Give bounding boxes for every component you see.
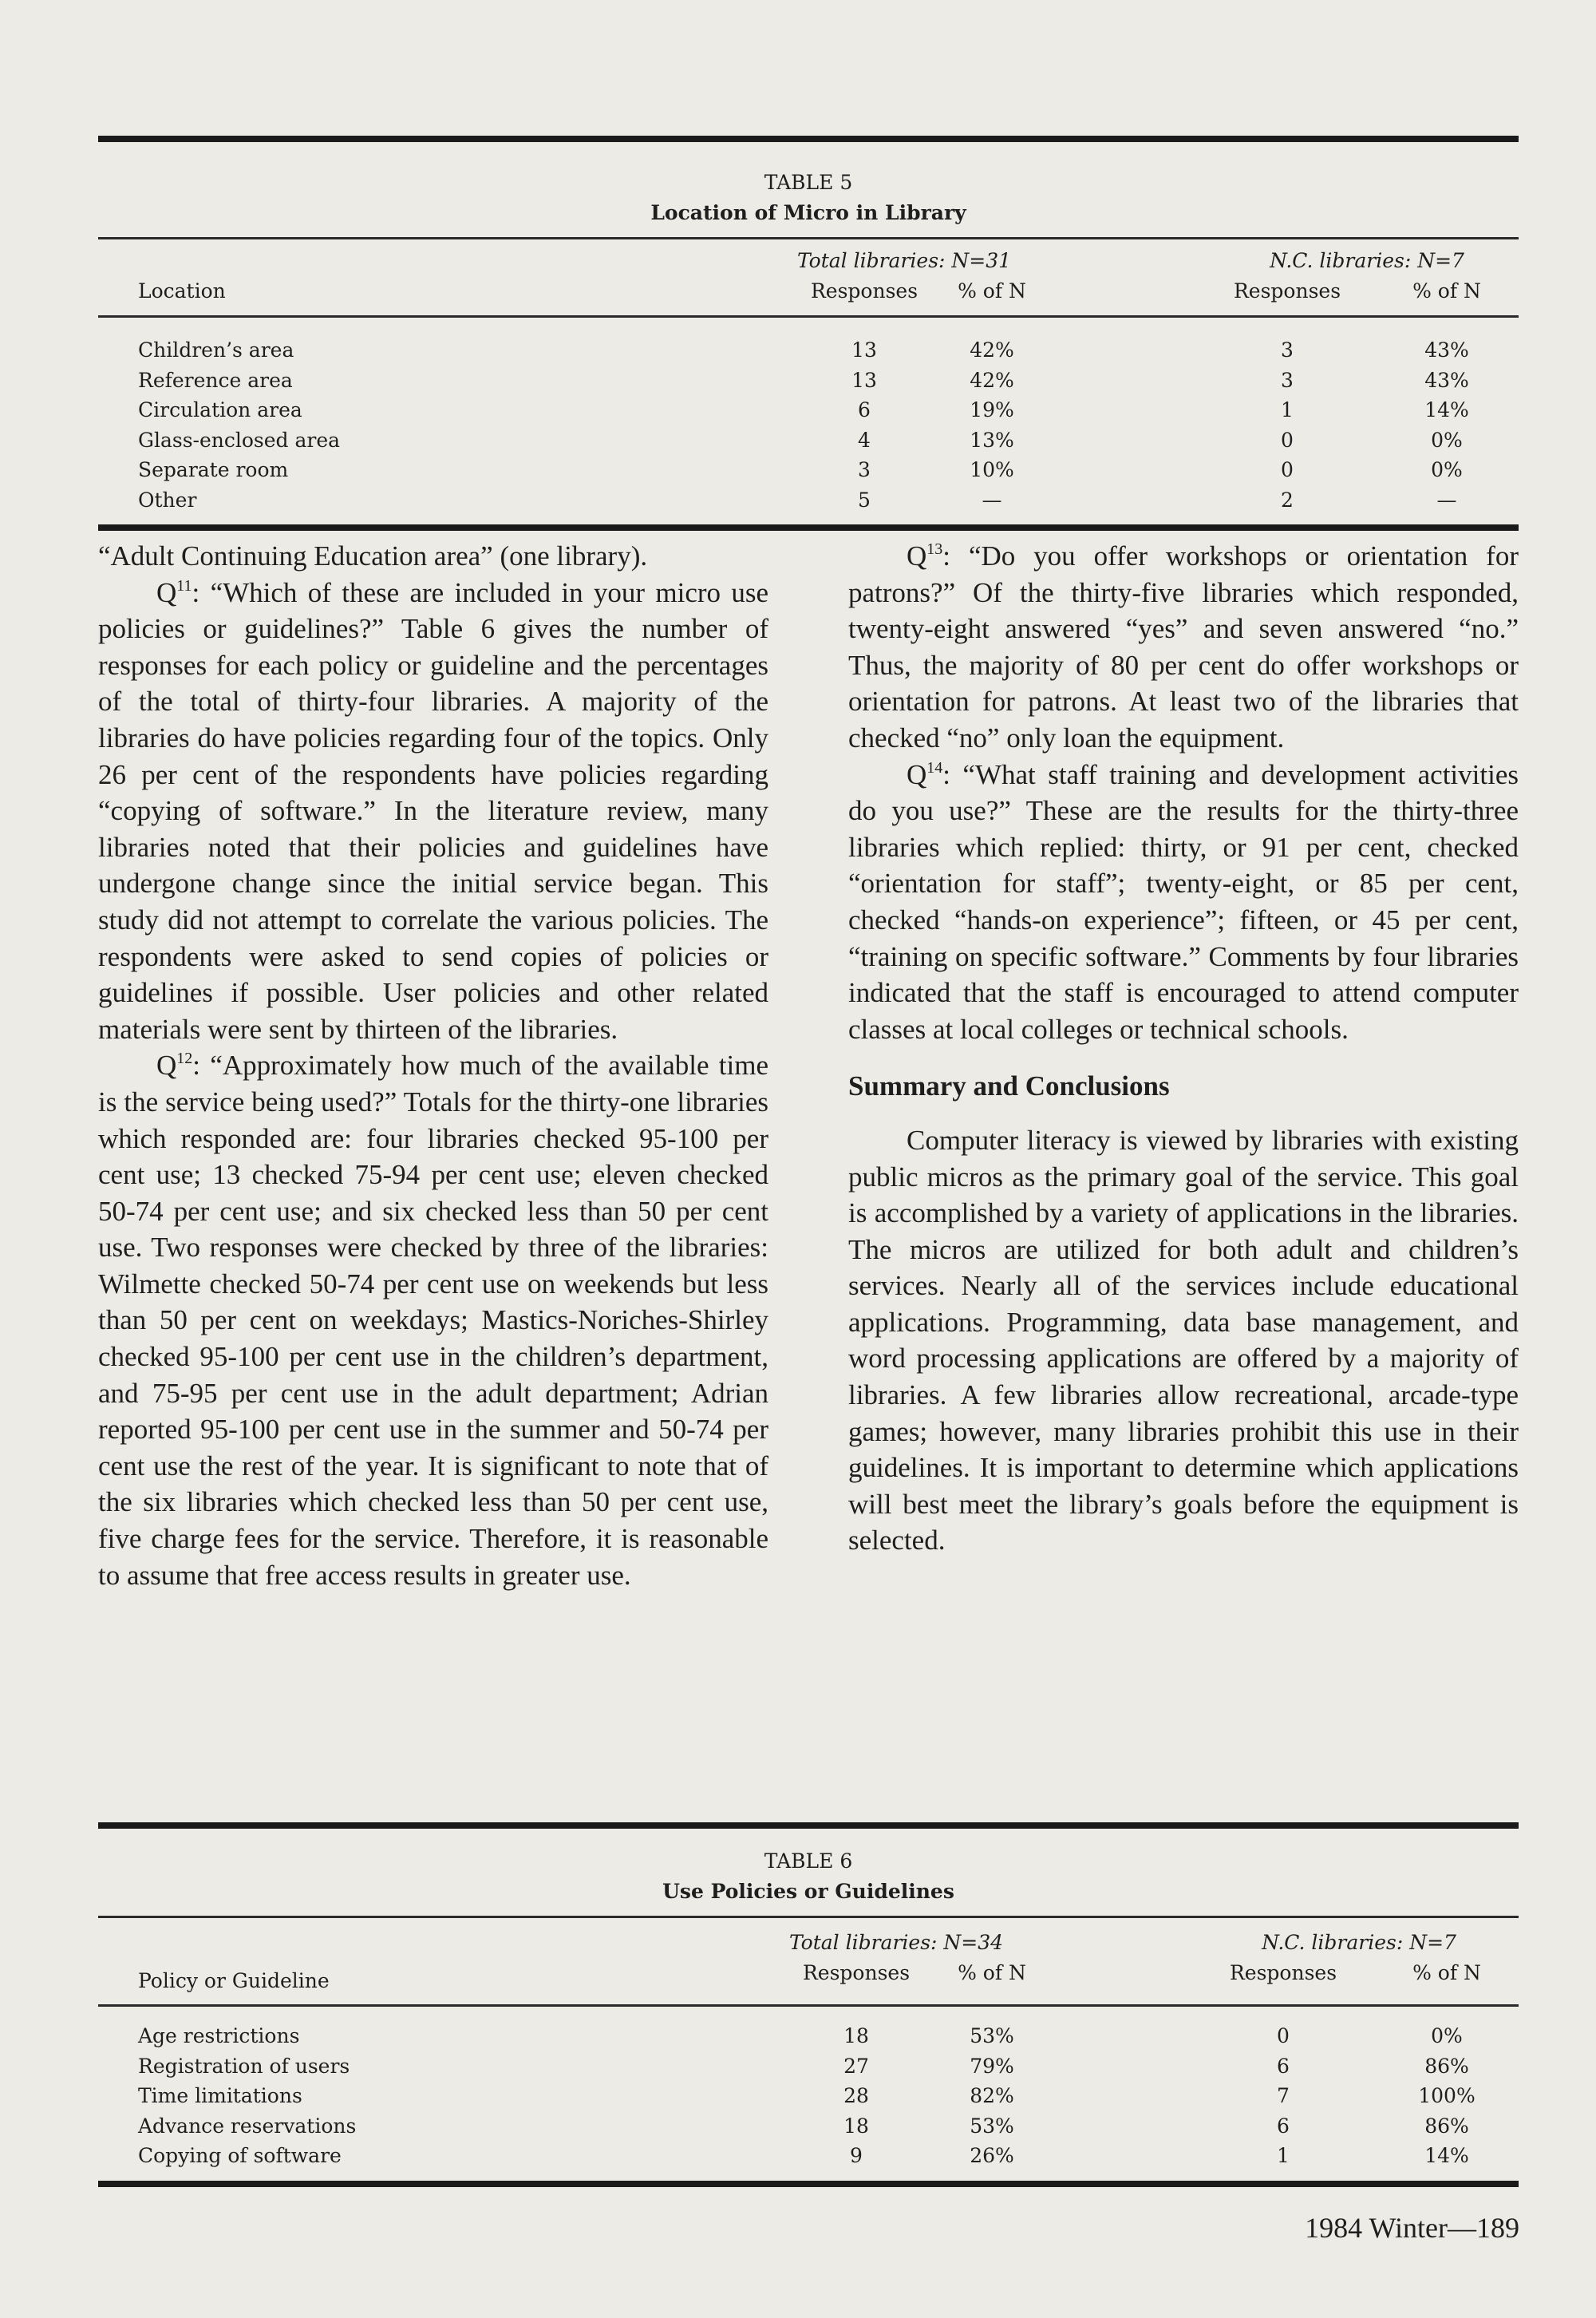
cell-total-responses: 4: [858, 428, 871, 452]
row-label: Reference area: [138, 368, 293, 392]
row-label: Advance reservations: [138, 2114, 357, 2138]
table-bottom-rule: [98, 2181, 1519, 2187]
column-header-percent: % of N: [1412, 1961, 1481, 1984]
column-header-policy: Policy or Guideline: [138, 1969, 330, 1992]
cell-nc-responses: 1: [1281, 398, 1294, 421]
cell-nc-responses: 2: [1281, 488, 1294, 512]
table-subtitle: Location of Micro in Library: [650, 200, 966, 224]
table-subtitle: Use Policies or Guidelines: [662, 1879, 954, 1903]
table-bottom-rule: [98, 524, 1519, 531]
paragraph-text: : “Approximately how much of the available time is the service being used?” Totals for the thirty-one libraries which responded are: four libraries checked 95-100 per cent use; 13 checked 75-94 per cent use; eleven checked 50-74 per cent use; and six checked less than 50 per cent use. Two responses were checked by three of the libraries: Wilmette checked 50-74 per cent use on weekends but less than 50 per cent on weekdays; Mastics-Noriches-Shirley checked 95-100 per cent use in the children’s department, and 75-95 per cent use in the adult department; Adrian reported 95-100 per cent use in the summer and 50-74 per cent use the rest of the year. It is significant to note that of the six libraries which checked less than 50 per cent use, five charge fees for the service. Therefore, it is reasonable to assume that free access results in greater use.: [98, 1050, 768, 1591]
cell-nc-percent: 100%: [1418, 2084, 1476, 2107]
paragraph-q14: [848, 757, 1519, 1048]
cell-total-responses: 28: [843, 2084, 869, 2107]
cell-total-percent: 53%: [970, 2024, 1014, 2047]
cell-nc-percent: 43%: [1424, 368, 1469, 392]
cell-nc-responses: 6: [1277, 2054, 1290, 2078]
cell-nc-responses: 0: [1281, 428, 1294, 452]
group-header-nc: N.C. libraries: N=7: [1270, 249, 1464, 272]
cell-total-percent: 79%: [970, 2054, 1014, 2078]
row-label: Registration of users: [138, 2054, 350, 2078]
column-header-percent: % of N: [958, 1961, 1026, 1984]
paragraph-text: : “Which of these are included in your micro use policies or guidelines?” Table 6 gives the number of responses for each policy or guideline and the percentages of the total of thirty-four libraries. A majority of the libraries do have policies regarding four of the topics. Only 26 per cent of the respondents have policies regarding “copying of software.” In the literature review, many libraries noted that their policies and guidelines have undergone change since the initial service began. This study did not attempt to correlate the various policies. The respondents were asked to send copies of policies or guidelines if possible. User policies and other related materials were sent by thirteen of the libraries.: [98, 576, 768, 1045]
table-6: [98, 1822, 1519, 2187]
cell-nc-percent: 0%: [1431, 428, 1463, 452]
column-header-percent: % of N: [958, 279, 1026, 303]
cell-total-percent: 82%: [970, 2084, 1014, 2107]
cell-nc-percent: 86%: [1424, 2114, 1469, 2138]
row-label: Age restrictions: [138, 2024, 300, 2047]
cell-total-percent: 19%: [970, 398, 1014, 421]
cell-total-responses: 9: [850, 2144, 863, 2167]
column-header-responses: Responses: [802, 1961, 911, 1984]
table-row: [98, 2111, 1519, 2142]
cell-total-percent: —: [982, 488, 1002, 512]
row-label: Time limitations: [138, 2084, 302, 2107]
question-letter: Q: [907, 540, 927, 572]
table-top-rule: [98, 136, 1519, 142]
paragraph: Computer literacy is viewed by libraries with existing public micros as the primary goal of the service. This goal is accomplished by a variety of applications in the libraries. The micros are utilized for both adult and children’s services. Nearly all of the services include educational applications. Programming, data base management, and word processing applications are offered by a majority of libraries. A few libraries allow recreational, arcade-type games; however, many libraries prohibit this use in their guidelines. It is important to determine which applications will best meet the library’s goals before the equipment is selected.: [848, 1124, 1519, 1557]
column-header-responses: Responses: [1233, 279, 1341, 303]
cell-nc-percent: 0%: [1431, 458, 1463, 481]
column-header-location: Location: [138, 279, 226, 303]
question-number: 12: [176, 1050, 193, 1068]
cell-nc-percent: 14%: [1424, 398, 1469, 421]
question-letter: Q: [907, 758, 927, 790]
cell-nc-responses: 3: [1281, 368, 1294, 392]
question-letter: Q: [156, 1050, 177, 1082]
cell-total-responses: 18: [843, 2114, 869, 2138]
left-column: [98, 538, 768, 1593]
cell-total-responses: 13: [851, 368, 877, 392]
table-body: [98, 318, 1519, 521]
paragraph-text: : “What staff training and development activities do you use?” These are the results for the thirty-three libraries which replied: thirty, or 91 per cent, checked “orientation for staff”; twenty-eight, or 85 per cent, checked “hands-on experience”; fifteen, or 45 per cent, “training on specific software.” Comments by four libraries indicated that the staff is encouraged to attend computer classes at local colleges or technical schools.: [848, 758, 1519, 1045]
row-label: Children’s area: [138, 338, 294, 362]
table-row: [98, 395, 1519, 425]
cell-total-percent: 53%: [970, 2114, 1014, 2138]
table-body: [98, 2007, 1519, 2178]
question-number: 11: [176, 576, 192, 595]
table-top-rule: [98, 1822, 1519, 1829]
paragraph-q12: [98, 1047, 768, 1593]
table-title: TABLE 5: [764, 171, 853, 194]
cell-total-percent: 13%: [970, 428, 1014, 452]
cell-nc-percent: 43%: [1424, 338, 1469, 362]
cell-nc-responses: 0: [1277, 2024, 1290, 2047]
paragraph-text: : “Do you offer workshops or orientation for patrons?” Of the thirty-five libraries which responded, twenty-eight answered “yes” and seven answered “no.” Thus, the majority of 80 per cent do offer workshops or orientation for patrons. At least two of the libraries that checked “no” only loan the equipment.: [848, 540, 1519, 754]
cell-nc-responses: 3: [1281, 338, 1294, 362]
table-row: [98, 2081, 1519, 2111]
table-row: [98, 2141, 1519, 2171]
group-header-nc: N.C. libraries: N=7: [1262, 1931, 1456, 1954]
cell-nc-percent: 14%: [1424, 2144, 1469, 2167]
cell-nc-responses: 7: [1277, 2084, 1290, 2107]
table-header: [98, 239, 1519, 315]
cell-total-percent: 42%: [970, 338, 1014, 362]
group-header-total: Total libraries: N=34: [788, 1931, 1004, 1954]
table-title: TABLE 6: [764, 1849, 853, 1873]
row-label: Other: [138, 488, 197, 512]
row-label: Separate room: [138, 458, 289, 481]
table-row: [98, 485, 1519, 516]
question-number: 14: [926, 758, 943, 777]
section-heading: Summary and Conclusions: [848, 1070, 1170, 1102]
table-row: [98, 2051, 1519, 2082]
cell-total-responses: 6: [858, 398, 871, 421]
cell-total-percent: 26%: [970, 2144, 1014, 2167]
cell-nc-percent: —: [1436, 488, 1457, 512]
cell-total-percent: 42%: [970, 368, 1014, 392]
cell-nc-percent: 86%: [1424, 2054, 1469, 2078]
right-column: [848, 538, 1519, 1559]
question-number: 13: [926, 540, 943, 558]
page-folio: 1984 Winter—189: [1305, 2212, 1519, 2244]
row-label: Copying of software: [138, 2144, 342, 2167]
table-header: [98, 1918, 1519, 2004]
cell-total-responses: 27: [843, 2054, 869, 2078]
column-header-percent: % of N: [1412, 279, 1481, 303]
group-header-total: Total libraries: N=31: [796, 249, 1012, 272]
cell-nc-responses: 6: [1277, 2114, 1290, 2138]
row-label: Circulation area: [138, 398, 302, 421]
cell-total-responses: 13: [851, 338, 877, 362]
cell-total-responses: 5: [858, 488, 871, 512]
column-header-responses: Responses: [810, 279, 918, 303]
cell-total-responses: 18: [843, 2024, 869, 2047]
table-row: [98, 335, 1519, 366]
paragraph: “Adult Continuing Education area” (one library).: [98, 540, 648, 572]
cell-total-percent: 10%: [970, 458, 1014, 481]
cell-nc-responses: 1: [1277, 2144, 1290, 2167]
table-row: [98, 2021, 1519, 2051]
cell-total-responses: 3: [858, 458, 871, 481]
table-row: [98, 366, 1519, 396]
table-5: [98, 136, 1519, 531]
paragraph-q11: [98, 575, 768, 1048]
cell-nc-responses: 0: [1281, 458, 1294, 481]
question-letter: Q: [156, 576, 177, 608]
table-row: [98, 455, 1519, 485]
cell-nc-percent: 0%: [1431, 2024, 1463, 2047]
row-label: Glass-enclosed area: [138, 428, 341, 452]
column-header-responses: Responses: [1229, 1961, 1337, 1984]
table-row: [98, 425, 1519, 456]
paragraph-q13: [848, 538, 1519, 757]
